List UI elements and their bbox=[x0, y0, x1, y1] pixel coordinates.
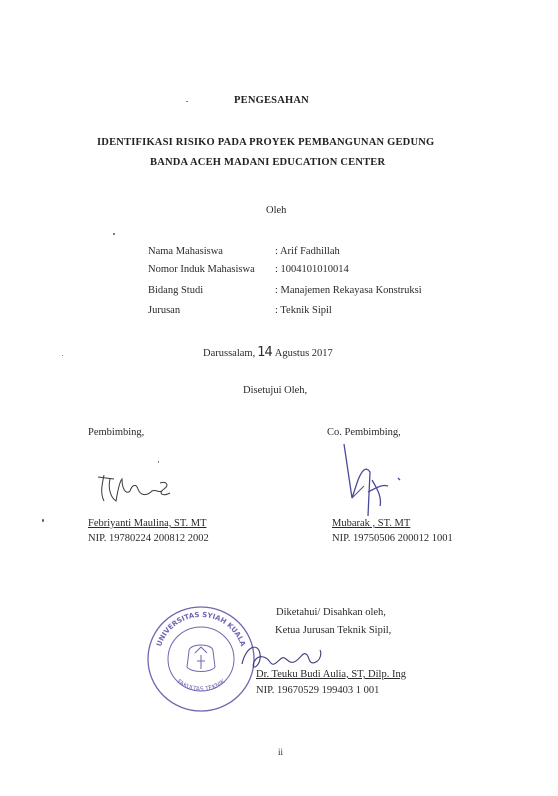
info-row-nim bbox=[148, 264, 349, 275]
place: Darussalam, bbox=[203, 348, 256, 359]
advisor-name: Febriyanti Maulina, ST. MT bbox=[88, 518, 207, 529]
scan-speck bbox=[158, 461, 159, 463]
info-value: : Teknik Sipil bbox=[275, 305, 332, 316]
scan-speck bbox=[42, 519, 44, 522]
ratification-line-1: Diketahui/ Disahkan oleh, bbox=[276, 607, 386, 618]
info-row-department bbox=[148, 305, 332, 316]
thesis-title-line-2: BANDA ACEH MADANI EDUCATION CENTER bbox=[150, 157, 386, 168]
info-row-field bbox=[148, 285, 422, 296]
advisor-role: Pembimbing, bbox=[88, 427, 145, 438]
info-value: : Manajemen Rekayasa Konstruksi bbox=[275, 285, 422, 296]
svg-text:UNIVERSITAS SYIAH KUALA bbox=[155, 611, 247, 648]
approved-by-label: Disetujui Oleh, bbox=[243, 385, 308, 396]
scan-speck bbox=[62, 355, 63, 356]
co-advisor-name: Mubarak , ST. MT bbox=[332, 518, 411, 529]
department-head-nip: NIP. 19670529 199403 1 001 bbox=[256, 685, 380, 696]
month-year: Agustus 2017 bbox=[274, 348, 333, 359]
page-number: ii bbox=[278, 747, 284, 757]
place-date bbox=[203, 345, 333, 360]
page-title: PENGESAHAN bbox=[234, 95, 309, 106]
stamp-university: UNIVERSITAS SYIAH KUALA bbox=[155, 610, 247, 648]
co-advisor-signature bbox=[338, 440, 408, 520]
info-label: Jurusan bbox=[148, 305, 181, 316]
stamp-faculty: FAKULTAS TEKNIK bbox=[175, 678, 227, 693]
info-value: : Arif Fadhillah bbox=[275, 246, 340, 257]
ratification-line-2: Ketua Jurusan Teknik Sipil, bbox=[275, 625, 392, 636]
info-label: Nomor Induk Mahasiswa bbox=[148, 264, 255, 275]
advisor-signature bbox=[92, 467, 182, 507]
svg-text:FAKULTAS TEKNIK bbox=[176, 677, 228, 692]
handwritten-day: 14 bbox=[257, 345, 272, 360]
info-row-name bbox=[148, 246, 340, 257]
co-advisor-nip: NIP. 19750506 200012 1001 bbox=[332, 533, 453, 544]
department-head-name: Dr. Teuku Budi Aulia, ST, Dilp. Ing bbox=[256, 669, 406, 680]
info-value: : 1004101010014 bbox=[275, 264, 349, 275]
co-advisor-role: Co. Pembimbing, bbox=[327, 427, 401, 438]
scan-speck bbox=[186, 101, 188, 102]
thesis-title-line-1: IDENTIFIKASI RISIKO PADA PROYEK PEMBANGUNAN GEDUNG bbox=[97, 137, 435, 148]
by-label: Oleh bbox=[266, 205, 287, 216]
info-label: Nama Mahasiswa bbox=[148, 246, 223, 257]
advisor-nip: NIP. 19780224 200812 2002 bbox=[88, 533, 209, 544]
scan-speck bbox=[113, 233, 115, 235]
info-label: Bidang Studi bbox=[148, 285, 204, 296]
